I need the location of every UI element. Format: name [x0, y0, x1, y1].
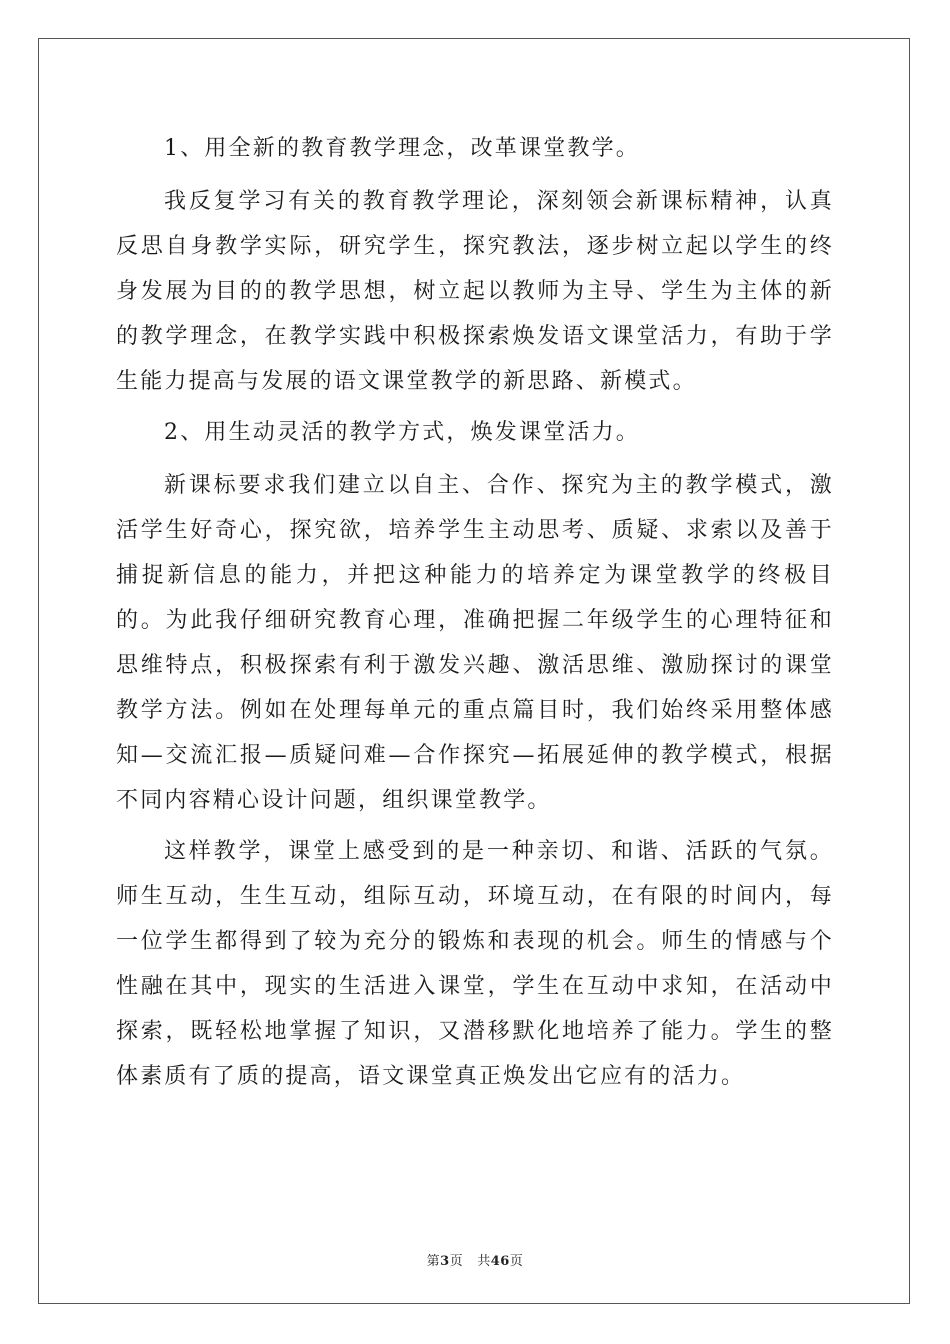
paragraph-1: 我反复学习有关的教育教学理论，深刻领会新课标精神，认真反思自身教学实际，研究学生，探究教法，逐步树立起以学生的终身发展为目的的教学思想，树立起以教师为主导、学生为主体的新的教学理念，在教学实践中积极探索焕发语文课堂活力，有助于学生能力提高与发展的语文课堂教学的新思路、新模式。: [116, 189, 834, 394]
total-prefix: 共: [477, 1254, 491, 1269]
paragraph-3: 这样教学，课堂上感受到的是一种亲切、和谐、活跃的气氛。师生互动，生生互动，组际互动，环境互动，在有限的时间内，每一位学生都得到了较为充分的锻炼和表现的机会。师生的情感与个性融在其中，现实的生活进入课堂，学生在互动中求知，在活动中探索，既轻松地掌握了知识，又潜移默化地培养了能力。学生的整体素质有了质的提高，语文课堂真正焕发出它应有的活力。: [116, 839, 834, 1089]
paragraph-2: 新课标要求我们建立以自主、合作、探究为主的教学模式，激活学生好奇心，探究欲，培养学生主动思考、质疑、求索以及善于捕捉新信息的能力，并把这种能力的培养定为课堂教学的终极目的。为此我仔细研究教育心理，准确把握二年级学生的心理特征和思维特点，积极探索有利于激发兴趣、激活思维、激励探讨的课堂教学方法。例如在处理每单元的重点篇目时，我们始终采用整体感知—交流汇报—质疑问难—合作探究—拓展延伸的教学模式，根据不同内容精心设计问题，组织课堂教学。: [116, 473, 834, 813]
section-heading-2: 2、用生动灵活的教学方式，焕发课堂活力。: [164, 420, 640, 445]
total-pages: 46: [490, 1254, 510, 1269]
page-footer: [0, 1250, 950, 1269]
total-suffix: 页: [509, 1254, 524, 1269]
document-body: [116, 126, 834, 1105]
section-heading-1: 1、用全新的教育教学理念，改革课堂教学。: [164, 136, 640, 161]
page-prefix: 第: [426, 1254, 441, 1269]
page-number: 3: [440, 1254, 450, 1269]
page-suffix: 页: [449, 1254, 464, 1269]
